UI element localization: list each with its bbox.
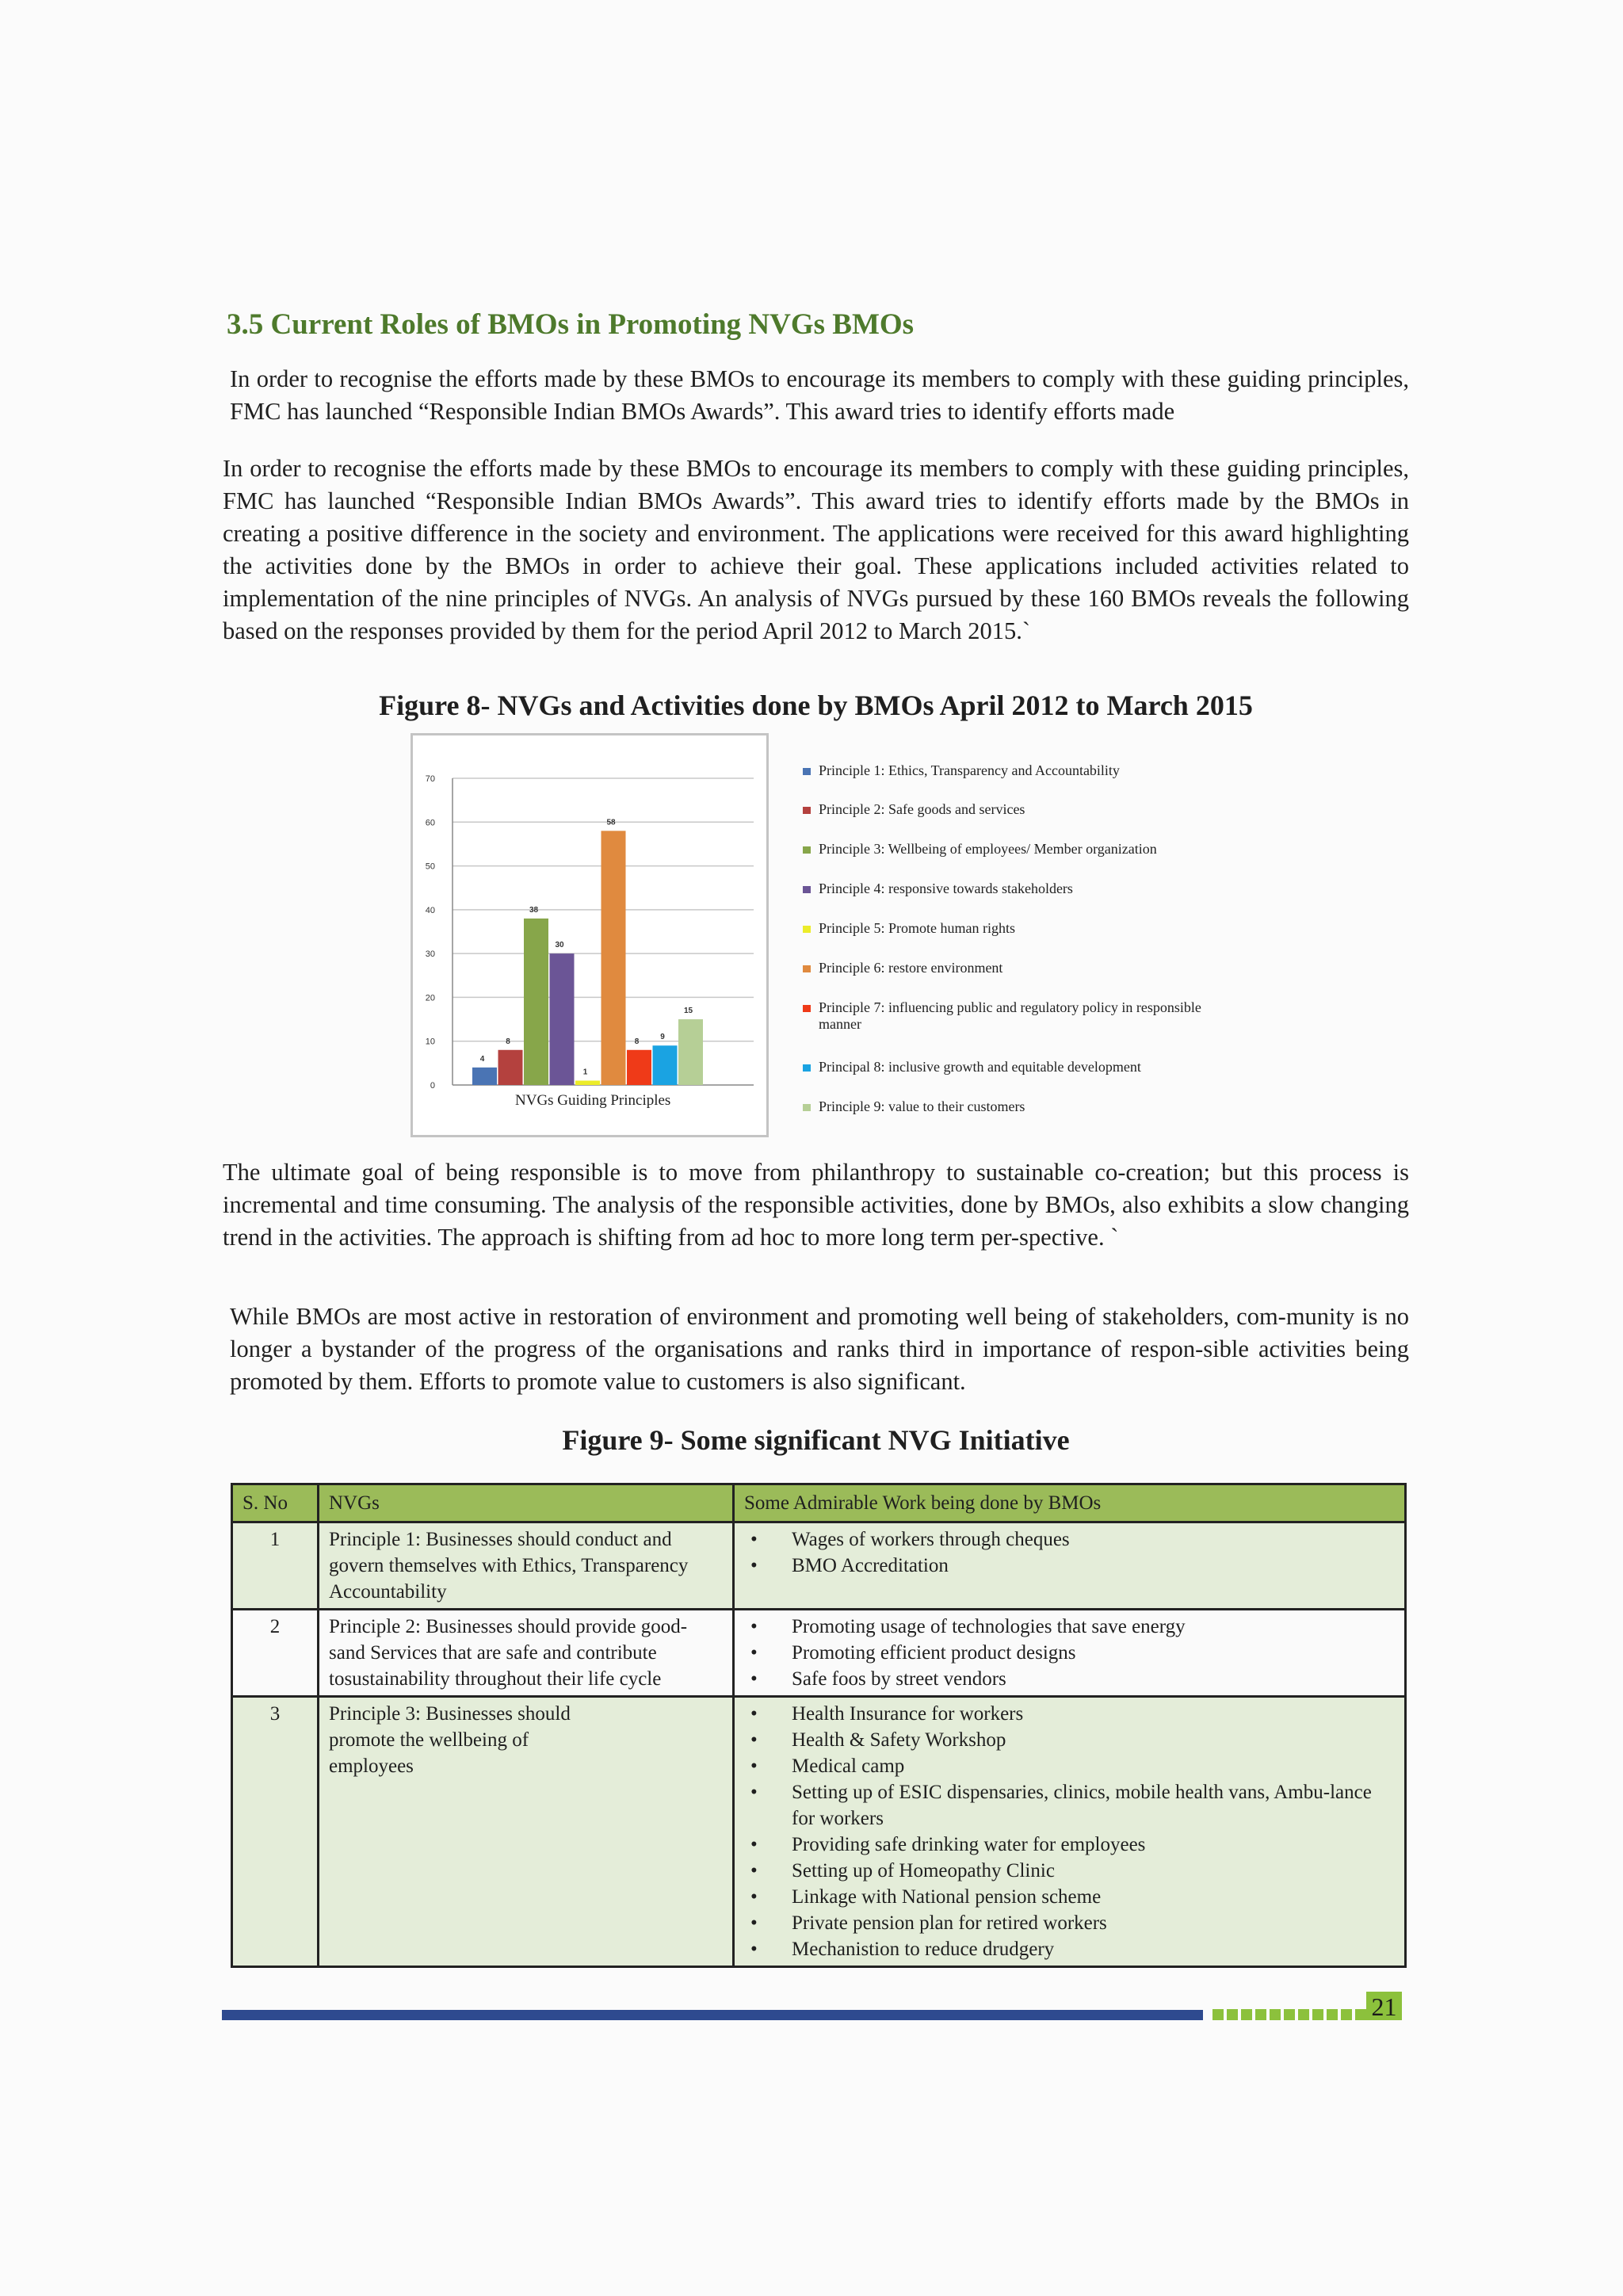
legend-swatch <box>803 965 811 972</box>
data-label: 15 <box>683 1007 693 1016</box>
footer-square <box>1327 2009 1338 2020</box>
row-nvg: Principle 1: Businesses should conduct and govern themselves with Ethics, Transparency Accountability <box>319 1522 734 1610</box>
bar <box>678 1019 703 1085</box>
row-work <box>734 1610 1406 1697</box>
y-tick-label: 60 <box>425 818 435 828</box>
list-item: • Providing safe drinking water for employees <box>744 1832 1395 1858</box>
figure8-title: Figure 8- NVGs and Activities done by BMOs April 2012 to March 2015 <box>379 690 1253 721</box>
data-label: 38 <box>529 905 539 915</box>
data-label: 8 <box>634 1037 640 1046</box>
legend-swatch <box>803 926 811 933</box>
section-heading: 3.5 Current Roles of BMOs in Promoting NVGs BMOs <box>227 308 915 341</box>
list-item: • Private pension plan for retired workers <box>744 1910 1395 1936</box>
legend-swatch <box>803 768 811 775</box>
list-item: • Setting up of Homeopathy Clinic <box>744 1858 1395 1884</box>
y-tick-label: 40 <box>425 905 435 915</box>
duplicate-paragraph: In order to recognise the efforts made by these BMOs to encourage its members to comply with these guiding principles, FMC has launched “Responsible Indian BMOs Awards”. This award tries to identify efforts made <box>230 365 1409 425</box>
y-tick-label: 30 <box>425 949 435 960</box>
bar <box>627 1050 651 1085</box>
footer-square <box>1355 2009 1366 2020</box>
list-item: • Medical camp <box>744 1753 1395 1779</box>
legend-swatch <box>803 1005 811 1012</box>
legend-label: Principle 6: restore environment <box>819 960 1003 976</box>
legend-label: Principle 2: Safe goods and services <box>819 801 1025 817</box>
footer-square <box>1298 2009 1309 2020</box>
data-label: 58 <box>606 818 616 827</box>
y-tick-label: 50 <box>425 861 435 872</box>
legend-swatch <box>803 886 811 893</box>
footer-bar <box>222 2010 1203 2020</box>
row-nvg: Principle 3: Businesses should promote the wellbeing of employees <box>319 1697 734 1967</box>
footer-square <box>1284 2009 1295 2020</box>
bar <box>601 831 626 1085</box>
intro-paragraph: In order to recognise the efforts made by these BMOs to encourage its members to comply with these guiding principles, FMC has launched “Responsible Indian BMOs Awards”. This award tries to identify efforts made by the BMOs in creating a positive difference in the society and environment. The applications were received for this award highlighting the activities done by the BMOs in order to achieve their goal. These applications included activities related to implementation of the nine principles of NVGs. An analysis of NVGs pursued by these 160 BMOs reveals the following based on the responses provided by them for the period April 2012 to March 2015.` <box>223 455 1409 644</box>
while-paragraph: While BMOs are most active in restoration of environment and promoting well being of stakeholders, com-munity is no longer a bystander of the progress of the organisations and ranks third in importance of respon-sible activities being promoted by them. Efforts to promote value to customers is also significant. <box>230 1303 1409 1395</box>
legend-swatch <box>803 1064 811 1072</box>
list-item: • Safe foos by street vendors <box>744 1666 1395 1692</box>
legend-label: Principle 1: Ethics, Transparency and Accountability <box>819 762 1120 778</box>
y-tick-label: 0 <box>430 1081 435 1091</box>
row-work <box>734 1697 1406 1967</box>
nvg-initiatives-table <box>231 1483 1407 1968</box>
legend-label: Principle 3: Wellbeing of employees/ Member organization <box>819 841 1157 857</box>
footer-square <box>1341 2009 1352 2020</box>
legend-label: Principle 4: responsive towards stakeholders <box>819 881 1073 896</box>
footer-square <box>1212 2009 1224 2020</box>
footer-square <box>1241 2009 1252 2020</box>
legend-swatch <box>803 846 811 854</box>
bar <box>524 919 548 1085</box>
bar <box>472 1068 497 1085</box>
footer-square <box>1227 2009 1238 2020</box>
goal-paragraph: The ultimate goal of being responsible is to move from philanthropy to sustainable co-creation; but this process is incremental and time consuming. The analysis of the responsible activities, done by BMOs, also exhibits a slow changing trend in the activities. The approach is shifting from ad hoc to more long term per-spective. ` <box>223 1159 1409 1251</box>
y-tick-label: 70 <box>425 774 435 784</box>
table-row <box>232 1522 1406 1610</box>
list-item: • Linkage with National pension scheme <box>744 1884 1395 1910</box>
list-item: • Health & Safety Workshop <box>744 1727 1395 1753</box>
y-tick-label: 10 <box>425 1037 435 1047</box>
row-work <box>734 1522 1406 1610</box>
bar <box>575 1080 600 1085</box>
footer-square <box>1312 2009 1323 2020</box>
bar <box>498 1050 523 1085</box>
legend-label: Principle 9: value to their customers <box>819 1098 1025 1114</box>
footer-square <box>1255 2009 1266 2020</box>
list-item: • Promoting efficient product designs <box>744 1640 1395 1666</box>
list-item: • Promoting usage of technologies that save energy <box>744 1614 1395 1640</box>
legend-label: Principle 7: influencing public and regulatory policy in responsible manner <box>819 999 1201 1032</box>
table-row <box>232 1610 1406 1697</box>
footer-square <box>1270 2009 1281 2020</box>
data-label: 1 <box>582 1068 588 1077</box>
bar <box>653 1045 678 1085</box>
row-sno: 2 <box>232 1610 319 1697</box>
legend-label: Principal 8: inclusive growth and equitable development <box>819 1059 1141 1075</box>
list-item: • Setting up of ESIC dispensaries, clinics, mobile health vans, Ambu-lance for workers <box>744 1779 1395 1832</box>
page-number: 21 <box>1366 1992 1402 2020</box>
header-work: Some Admirable Work being done by BMOs <box>734 1484 1406 1522</box>
data-label: 8 <box>506 1037 510 1046</box>
row-sno: 3 <box>232 1697 319 1967</box>
data-label: 30 <box>555 941 564 950</box>
legend-swatch <box>803 807 811 814</box>
bar-chart <box>411 733 775 1145</box>
legend-label: Principle 5: Promote human rights <box>819 920 1015 936</box>
list-item: • BMO Accreditation <box>744 1553 1395 1579</box>
row-sno: 1 <box>232 1522 319 1610</box>
table-header-row <box>232 1484 1406 1522</box>
y-tick-label: 20 <box>425 993 435 1003</box>
bar <box>550 953 575 1085</box>
header-nvgs: NVGs <box>319 1484 734 1522</box>
list-item: • Health Insurance for workers <box>744 1701 1395 1727</box>
legend-swatch <box>803 1104 811 1111</box>
row-nvg: Principle 2: Businesses should provide good-sand Services that are safe and contribute tosustainability throughout their life cycle <box>319 1610 734 1697</box>
data-label: 9 <box>660 1033 665 1042</box>
data-label: 4 <box>479 1054 485 1064</box>
list-item: • Wages of workers through cheques <box>744 1526 1395 1553</box>
header-sno: S. No <box>232 1484 319 1522</box>
chart-x-axis-label: NVGs Guiding Principles <box>515 1092 671 1109</box>
list-item: • Mechanistion to reduce drudgery <box>744 1936 1395 1962</box>
figure9-title: Figure 9- Some significant NVG Initiative <box>562 1424 1070 1456</box>
table-row <box>232 1697 1406 1967</box>
